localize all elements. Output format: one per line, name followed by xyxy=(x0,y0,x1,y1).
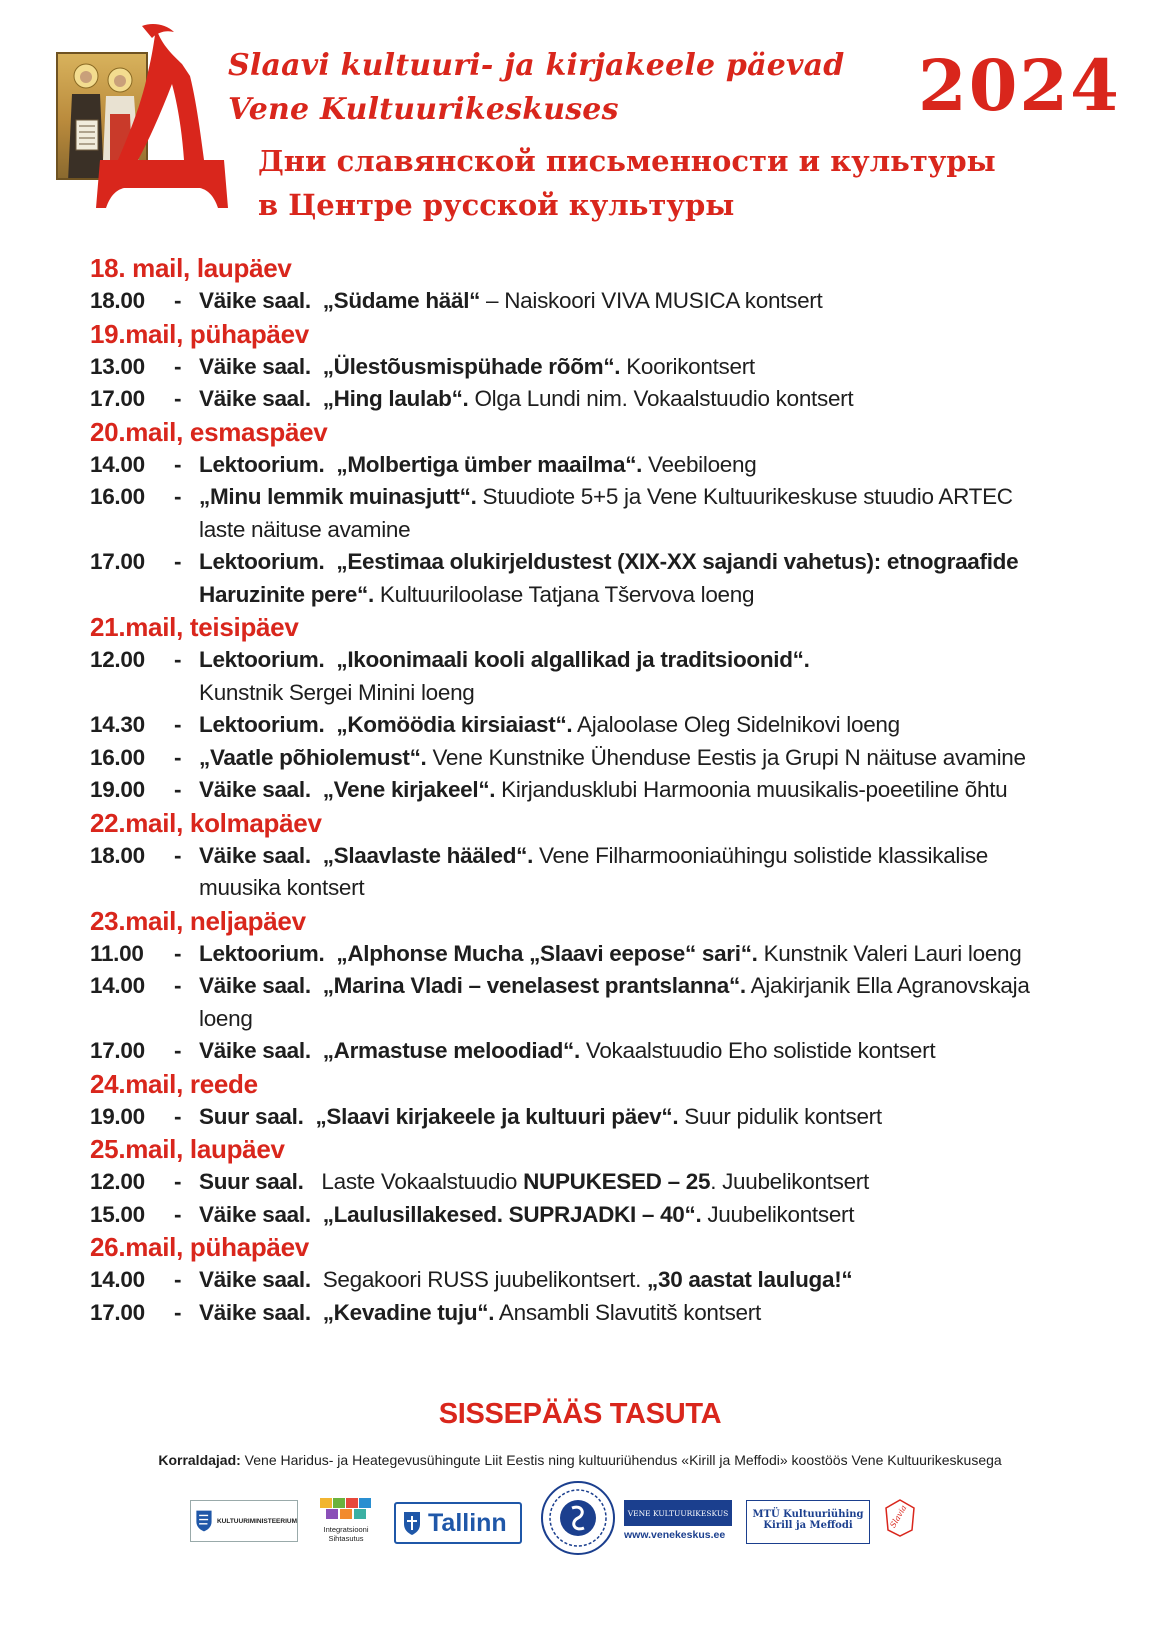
event-title-text: „Minu lemmik muinasjutt“. xyxy=(199,484,477,509)
event-dash: - xyxy=(174,288,182,313)
event-title-text: Väike saal. xyxy=(199,777,317,802)
event-title-text: Haruzinite pere“. xyxy=(199,581,374,607)
event-title-text: Väike saal. xyxy=(199,1201,317,1227)
event-time: 19.00 xyxy=(90,777,145,802)
event-detail-text: Kultuuriloolase Tatjana Tšervova loeng xyxy=(373,581,755,607)
event-description xyxy=(199,285,1090,318)
event-description xyxy=(199,1297,1090,1330)
event-line xyxy=(199,1264,1090,1297)
event-row xyxy=(90,938,1090,971)
event-title-text: „30 aastat lauluga!“ xyxy=(647,1267,853,1292)
event-line xyxy=(199,1166,1090,1199)
event-row xyxy=(90,970,1090,1035)
event-dash: - xyxy=(174,1267,182,1292)
event-description xyxy=(199,774,1090,807)
event-description xyxy=(199,1101,1090,1134)
event-row xyxy=(90,1264,1090,1297)
free-entry-notice: SISSEPÄÄS TASUTA xyxy=(438,1398,722,1430)
organizers-line xyxy=(0,1452,1160,1468)
event-title-text: Väike saal. xyxy=(199,386,317,411)
day-heading: 22.mail, kolmapäev xyxy=(90,807,322,838)
event-dash: - xyxy=(174,386,182,411)
event-title-text: „Ülestõusmispühade rõõm“. xyxy=(316,353,621,379)
event-time: 16.00 xyxy=(90,744,145,770)
event-dash: - xyxy=(174,1103,182,1129)
event-time: 14.00 xyxy=(90,1267,145,1292)
day-heading: 26.mail, pühapäev xyxy=(90,1232,309,1262)
day-heading: 23.mail, neljapäev xyxy=(90,905,306,936)
day-heading: 18. mail, laupäev xyxy=(90,253,292,283)
mtu-line1: MTÜ Kultuuriühing xyxy=(752,1509,864,1520)
event-title-text: NUPUKESED – 25 xyxy=(523,1169,711,1194)
event-dash: - xyxy=(174,1169,182,1194)
event-row xyxy=(90,546,1090,611)
event-title-text: Suur saal. xyxy=(199,1169,310,1194)
integration-logo xyxy=(316,1496,376,1544)
event-title-text: „Marina Vladi – venelasest prantslanna“. xyxy=(316,973,746,998)
event-description xyxy=(199,481,1090,546)
event-detail-text: loeng xyxy=(199,1005,253,1031)
event-detail-text: – Naiskoori VIVA MUSICA kontsert xyxy=(480,288,823,313)
event-dash: - xyxy=(174,712,182,737)
slavia-label: Slavia xyxy=(888,1503,909,1530)
event-dash: - xyxy=(174,842,182,868)
event-description xyxy=(199,644,1090,709)
event-detail-text: Ajakirjanik Ella Agranovskaja xyxy=(745,973,1030,998)
event-row xyxy=(90,481,1090,546)
event-title-text: „Vaatle põhiolemust“. xyxy=(199,744,427,770)
event-dash: - xyxy=(174,549,182,574)
event-time: 17.00 xyxy=(90,386,145,411)
event-title-text: Lektoorium. xyxy=(199,712,331,737)
event-title-text: Lektoorium. xyxy=(199,451,331,477)
event-detail-text: Vene Filharmooniaühingu solistide klassikalise xyxy=(533,842,988,868)
event-description xyxy=(199,1199,1090,1232)
event-time: 16.00 xyxy=(90,484,145,509)
event-dash: - xyxy=(174,484,182,509)
event-detail-text: Vene Kunstnike Ühenduse Eestis ja Grupi N näituse avamine xyxy=(426,744,1026,770)
event-description xyxy=(199,1166,1090,1199)
organizers-label: Korraldajad: xyxy=(158,1452,241,1468)
integration-line1: Integratsiooni xyxy=(323,1525,369,1534)
event-detail-text: Ansambli Slavutitš kontsert xyxy=(494,1299,761,1325)
event-title-text: „Alphonse Mucha „Slaavi eepose“ sari“. xyxy=(330,940,758,966)
event-time: 18.00 xyxy=(90,842,145,868)
event-title-text: „Molbertiga ümber maailma“. xyxy=(330,451,643,477)
event-title-text: „Südame hääl“ xyxy=(316,288,481,313)
event-title-text: „Vene kirjakeel“. xyxy=(316,777,496,802)
event-row xyxy=(90,383,1090,416)
title-russian-line2: в Центре русской культуры xyxy=(258,188,735,222)
event-line xyxy=(199,449,1090,482)
event-row xyxy=(90,351,1090,384)
event-title-text: „Armastuse meloodiad“. xyxy=(316,1038,580,1063)
event-description xyxy=(199,709,1090,742)
day-heading: 24.mail, reede xyxy=(90,1068,258,1099)
event-detail-text: Kunstnik Sergei Minini loeng xyxy=(199,679,475,705)
title-estonian-line1: Slaavi kultuuri- ja kirjakeele päevad xyxy=(228,48,845,83)
seal-emblem-icon xyxy=(540,1480,616,1556)
event-time: 19.00 xyxy=(90,1103,145,1129)
event-dash: - xyxy=(174,1038,182,1063)
event-line xyxy=(199,1003,1090,1036)
event-title-text: Väike saal. xyxy=(199,288,317,313)
tallinn-crest-icon xyxy=(402,1510,422,1536)
event-title-text: „Slaavi kirjakeele ja kultuuri päev“. xyxy=(309,1103,679,1129)
event-dash: - xyxy=(174,744,182,770)
event-description xyxy=(199,1264,1090,1297)
event-dash: - xyxy=(174,1299,182,1325)
day-heading: 20.mail, esmaspäev xyxy=(90,416,328,447)
event-title-text: „Laulusillakesed. SUPRJADKI – 40“. xyxy=(316,1201,702,1227)
slavia-logo xyxy=(884,1498,916,1538)
event-time: 17.00 xyxy=(90,549,145,574)
event-title-text: „Eestimaa olukirjeldustest (XIX-XX sajandi vahetus): etnograafide xyxy=(330,549,1019,574)
event-description xyxy=(199,449,1090,482)
event-title-text: Väike saal. xyxy=(199,353,317,379)
event-dash: - xyxy=(174,451,182,477)
event-line xyxy=(199,1035,1090,1068)
event-line xyxy=(199,774,1090,807)
event-row xyxy=(90,1199,1090,1232)
event-line xyxy=(199,840,1090,873)
event-detail-text: Suur pidulik kontsert xyxy=(678,1103,882,1129)
event-line xyxy=(199,546,1090,579)
event-row xyxy=(90,1101,1090,1134)
event-title-text: Väike saal. xyxy=(199,973,317,998)
puzzle-pieces-icon xyxy=(318,1496,374,1520)
event-dash: - xyxy=(174,777,182,802)
event-title-text: „Slaavlaste hääled“. xyxy=(316,842,534,868)
event-time: 17.00 xyxy=(90,1038,145,1063)
event-detail-text: Kirjandusklubi Harmoonia muusikalis-poeetiline õhtu xyxy=(495,777,1008,802)
title-estonian-line2: Vene Kultuurikeskuses xyxy=(228,92,619,127)
event-line xyxy=(199,970,1090,1003)
event-line xyxy=(199,644,1090,677)
event-line xyxy=(199,938,1090,971)
event-row xyxy=(90,1166,1090,1199)
event-time: 12.00 xyxy=(90,1169,145,1194)
event-line xyxy=(199,481,1090,514)
event-dash: - xyxy=(174,940,182,966)
event-line xyxy=(199,709,1090,742)
tallinn-label: Tallinn xyxy=(428,1508,507,1537)
event-row xyxy=(90,774,1090,807)
year: 2024 xyxy=(918,44,1121,127)
event-line xyxy=(199,1101,1090,1134)
event-row xyxy=(90,285,1090,318)
event-title-text: „Hing laulab“. xyxy=(316,386,469,411)
event-title-text: „Kevadine tuju“. xyxy=(316,1299,495,1325)
event-title-text: Lektoorium. xyxy=(199,549,331,574)
event-dash: - xyxy=(174,1201,182,1227)
initial-letter-d-icon xyxy=(96,20,246,220)
event-description xyxy=(199,546,1090,611)
poster-header xyxy=(0,0,1160,250)
vk-url: www.venekeskus.ee xyxy=(624,1529,726,1541)
ministry-label: KULTUURIMINISTEERIUM xyxy=(216,1517,297,1525)
event-line xyxy=(199,579,1090,612)
event-detail-text: Vokaalstuudio Eho solistide kontsert xyxy=(579,1038,936,1063)
day-heading: 25.mail, laupäev xyxy=(90,1134,285,1164)
event-description xyxy=(199,938,1090,971)
event-title-text: „Ikoonimaali kooli algallikad ja traditsioonid“. xyxy=(330,647,810,672)
round-seal-logo xyxy=(540,1480,616,1556)
event-detail-text: muusika kontsert xyxy=(199,875,365,900)
event-detail-text: Koorikontsert xyxy=(620,353,755,379)
event-description xyxy=(199,383,1090,416)
event-row xyxy=(90,644,1090,709)
event-detail-text: Olga Lundi nim. Vokaalstuudio kontsert xyxy=(468,386,854,411)
event-description xyxy=(199,1035,1090,1068)
event-line xyxy=(199,1199,1090,1232)
event-title-text: Lektoorium. xyxy=(199,940,331,966)
event-row xyxy=(90,742,1090,775)
event-time: 15.00 xyxy=(90,1201,145,1227)
organizers-text: Vene Haridus- ja Heategevusühingute Liit Eestis ning kultuuriühendus «Kirill ja Meffodi» koostöös Vene Kultuurikeskusega xyxy=(240,1452,1002,1468)
day-heading: 21.mail, teisipäev xyxy=(90,612,299,642)
program-list xyxy=(90,252,1090,1329)
event-row xyxy=(90,709,1090,742)
mtu-line2: Kirill ja Meffodi xyxy=(763,1520,853,1531)
event-detail-text: Veebiloeng xyxy=(642,451,757,477)
event-row xyxy=(90,449,1090,482)
tallinn-logo xyxy=(394,1502,522,1544)
event-time: 17.00 xyxy=(90,1299,145,1325)
title-russian-line1: Дни славянской письменности и культуры xyxy=(258,144,996,178)
event-detail-text: Kunstnik Valeri Lauri loeng xyxy=(757,940,1022,966)
event-detail-text: Laste Vokaalstuudio xyxy=(309,1169,524,1194)
event-time: 12.00 xyxy=(90,647,145,672)
event-title-text: Väike saal. xyxy=(199,842,317,868)
event-time: 13.00 xyxy=(90,353,145,379)
event-line xyxy=(199,742,1090,775)
event-row xyxy=(90,1297,1090,1330)
event-line xyxy=(199,677,1090,710)
vene-kultuurikeskus-logo xyxy=(624,1500,732,1544)
event-title-text: Lektoorium. xyxy=(199,647,331,672)
event-title-text: Väike saal. xyxy=(199,1299,317,1325)
event-description xyxy=(199,840,1090,905)
event-detail-text: laste näituse avamine xyxy=(199,516,411,542)
event-detail-text: Ajaloolase Oleg Sidelnikovi loeng xyxy=(572,712,900,737)
event-detail-text: Segakoori RUSS juubelikontsert. xyxy=(316,1267,648,1292)
event-time: 14.00 xyxy=(90,451,145,477)
event-description xyxy=(199,351,1090,384)
event-row xyxy=(90,840,1090,905)
event-detail-text: Juubelikontsert xyxy=(701,1201,855,1227)
event-detail-text: . Juubelikontsert xyxy=(710,1169,869,1194)
event-time: 14.30 xyxy=(90,712,145,737)
sponsor-logos xyxy=(0,1500,1160,1610)
event-time: 18.00 xyxy=(90,288,145,313)
event-line xyxy=(199,514,1090,547)
event-time: 14.00 xyxy=(90,973,145,998)
event-title-text: Väike saal. xyxy=(199,1267,317,1292)
event-title-text: Väike saal. xyxy=(199,1038,317,1063)
event-detail-text: Stuudiote 5+5 ja Vene Kultuurikeskuse stuudio ARTEC xyxy=(476,484,1013,509)
day-heading: 19.mail, pühapäev xyxy=(90,318,309,349)
event-description xyxy=(199,970,1090,1035)
event-time: 11.00 xyxy=(90,940,144,966)
estonia-coat-of-arms-icon xyxy=(195,1504,213,1538)
event-line xyxy=(199,351,1090,384)
event-line xyxy=(199,872,1090,905)
event-line xyxy=(199,1297,1090,1330)
event-title-text: „Komöödia kirsiaiast“. xyxy=(330,712,573,737)
event-dash: - xyxy=(174,353,182,379)
integration-line2: Sihtasutus xyxy=(328,1534,364,1543)
event-row xyxy=(90,1035,1090,1068)
event-dash: - xyxy=(174,973,182,998)
mtu-kirill-meffodi-logo xyxy=(746,1500,870,1544)
event-description xyxy=(199,742,1090,775)
event-line xyxy=(199,285,1090,318)
ministry-logo xyxy=(190,1500,298,1542)
event-title-text: Suur saal. xyxy=(199,1103,310,1129)
event-line xyxy=(199,383,1090,416)
event-dash: - xyxy=(174,647,182,672)
vk-name: VENE KULTUURIKESKUS xyxy=(627,1508,729,1518)
